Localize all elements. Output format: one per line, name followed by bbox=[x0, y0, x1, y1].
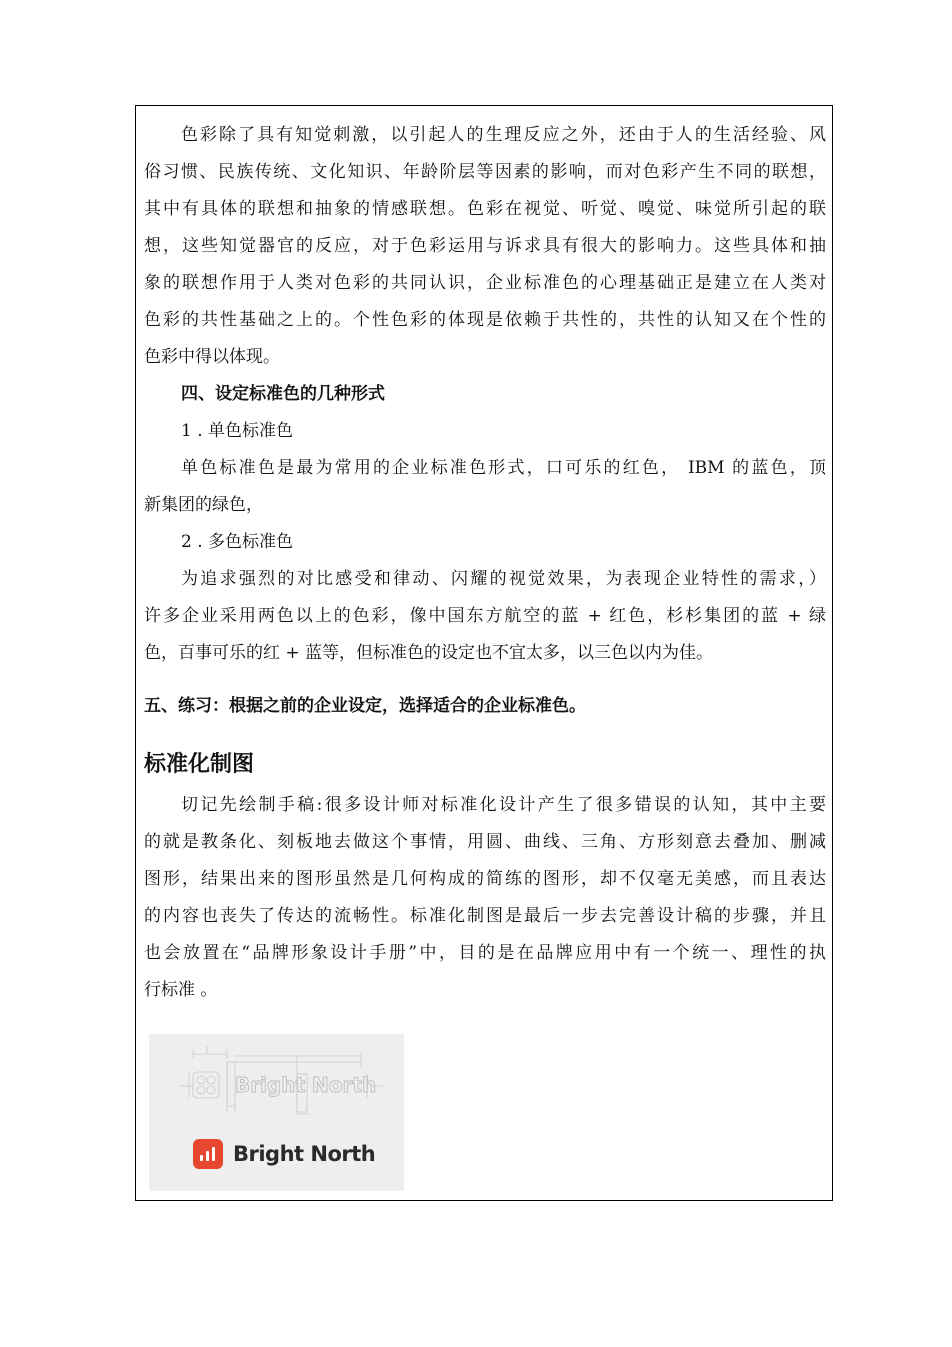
paragraph-line: 新集团的绿色， bbox=[144, 495, 263, 515]
paragraph-line: 俗习惯、民族传统、文化知识、年龄阶层等因素的影响，而对色彩产生不同的联想， bbox=[144, 162, 826, 182]
paragraph-line: 也会放置在“品牌形象设计手册”中，目的是在品牌应用中有一个统一、理性的执 bbox=[144, 943, 826, 963]
single-color-title: 1 . 单色标准色 bbox=[181, 421, 294, 441]
paragraph-line: 其中有具体的联想和抽象的情感联想。色彩在视觉、听觉、嗅觉、味觉所引起的联 bbox=[144, 199, 826, 219]
paragraph-line: 单色标准色是最为常用的企业标准色形式，口可乐的红色， IBM 的蓝色，顶 bbox=[181, 458, 826, 478]
paragraph-line: 为追求强烈的对比感受和律动、闪耀的视觉效果，为表现企业特性的需求，） bbox=[181, 569, 826, 589]
brand-logo bbox=[193, 1137, 375, 1171]
sketch-logo-text: Bright North bbox=[235, 1073, 377, 1097]
logo-figure bbox=[149, 1034, 404, 1191]
bar-chart-icon bbox=[193, 1139, 223, 1169]
paragraph-line: 的内容也丧失了传达的流畅性。标准化制图是最后一步去完善设计稿的步骤，并且 bbox=[144, 906, 826, 926]
standard-drawing-heading: 标准化制图 bbox=[144, 752, 255, 777]
logo-construction-sketch bbox=[149, 1034, 404, 1124]
paragraph-line: 象的联想作用于人类对色彩的共同认识，企业标准色的心理基础正是建立在人类对 bbox=[144, 273, 826, 293]
paragraph-line: 色彩的共性基础之上的。个性色彩的体现是依赖于共性的，共性的认知又在个性的 bbox=[144, 310, 826, 330]
paragraph-line: 想，这些知觉器官的反应，对于色彩运用与诉求具有很大的影响力。这些具体和抽 bbox=[144, 236, 826, 256]
document-body bbox=[144, 117, 826, 1009]
multi-color-title: 2 . 多色标准色 bbox=[181, 532, 294, 552]
paragraph-line: 行标准 。 bbox=[144, 980, 218, 1000]
section-four-title: 四、设定标准色的几种形式 bbox=[181, 384, 385, 404]
paragraph-line: 色彩中得以体现。 bbox=[144, 347, 280, 367]
paragraph-line: 许多企业采用两色以上的色彩，像中国东方航空的蓝 + 红色，杉杉集团的蓝 + 绿 bbox=[144, 606, 826, 626]
paragraph-line: 切记先绘制手稿:很多设计师对标准化设计产生了很多错误的认知，其中主要 bbox=[181, 795, 826, 815]
exercise-title: 五、练习：根据之前的企业设定，选择适合的企业标准色。 bbox=[144, 696, 586, 716]
paragraph-line: 色，百事可乐的红 + 蓝等，但标准色的设定也不宜太多，以三色以内为佳。 bbox=[144, 643, 714, 663]
logo-wordmark: Bright North bbox=[233, 1142, 376, 1166]
paragraph-line: 的就是教条化、刻板地去做这个事情，用圆、曲线、三角、方形刻意去叠加、删减 bbox=[144, 832, 826, 852]
paragraph-line: 色彩除了具有知觉刺激，以引起人的生理反应之外，还由于人的生活经验、风 bbox=[181, 125, 826, 145]
paragraph-line: 图形，结果出来的图形虽然是几何构成的简练的图形，却不仅毫无美感，而且表达 bbox=[144, 869, 826, 889]
